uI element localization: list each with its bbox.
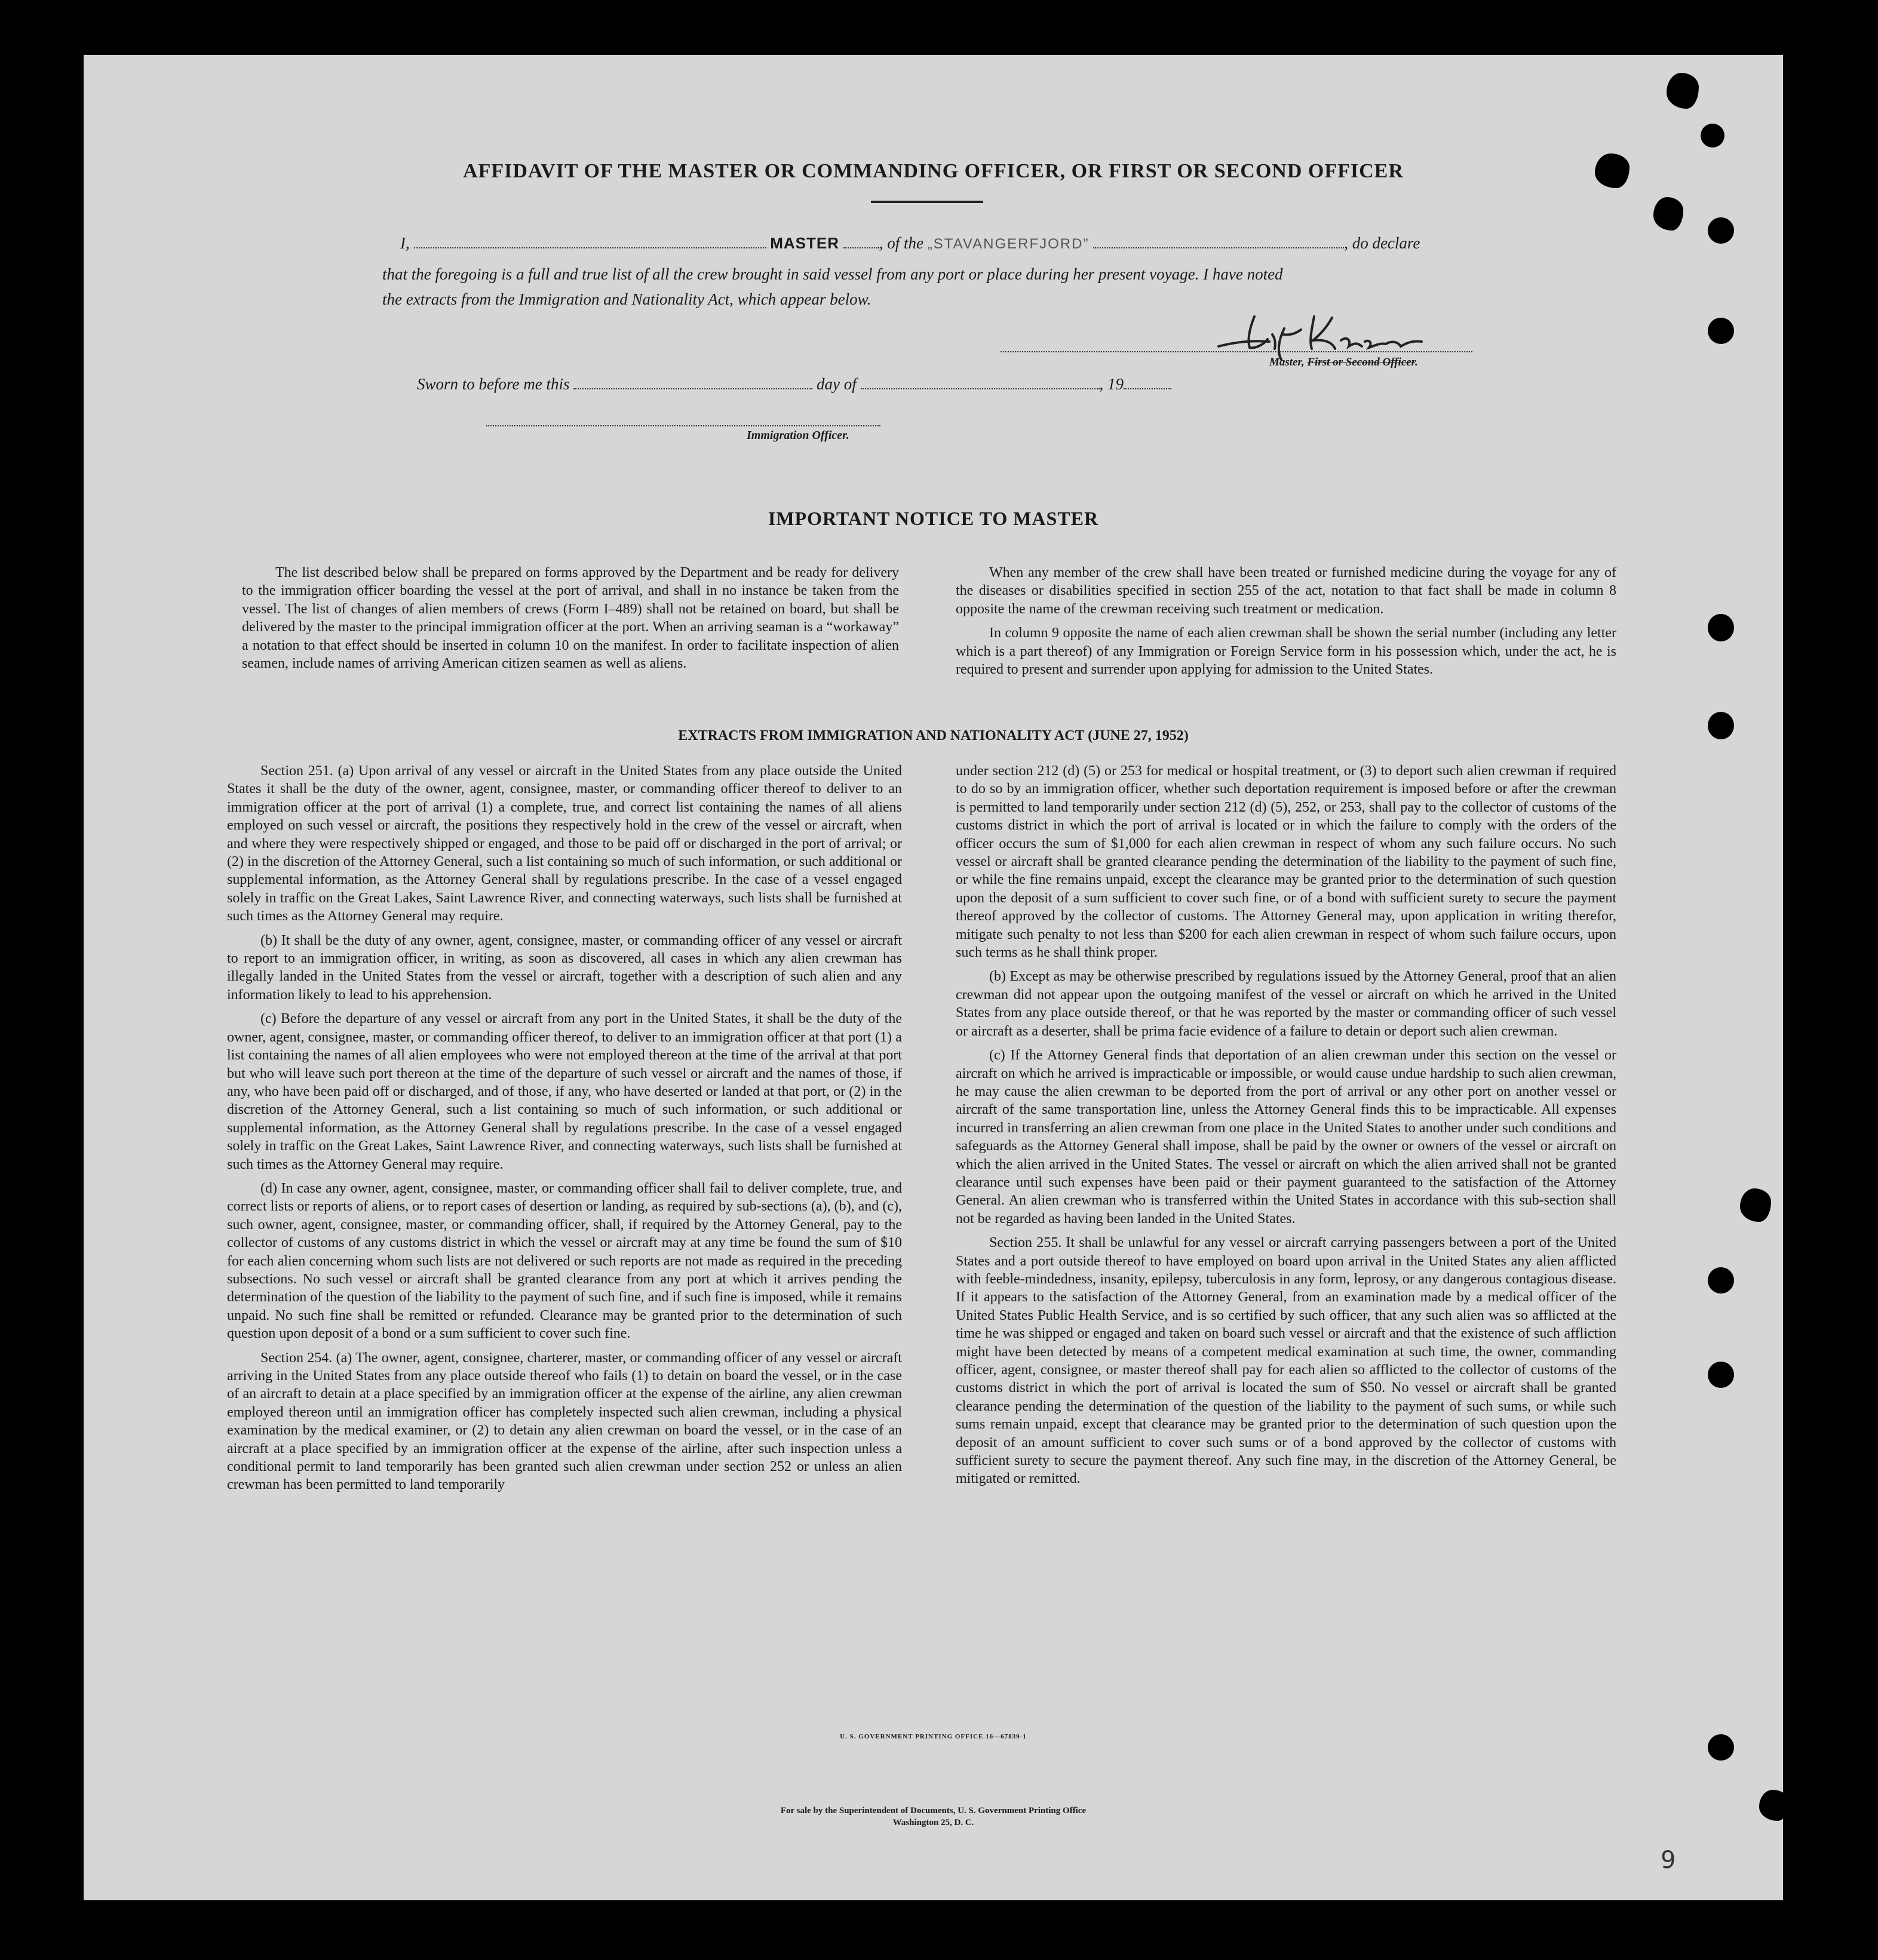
notice-left-column: [242, 564, 899, 678]
signature-scrawl: [1213, 305, 1440, 364]
section-251-c: (c) Before the departure of any vessel or aircraft from any port in the United States, it shall be the duty of the owner, agent, consignee, master, or commanding officer thereof, to deliver to an immigration officer at that port (1) a list containing the names of all alien employees who were not employed thereon at the time of the arrival at that port but who will leave such port thereon at the time of the departure of such vessel or aircraft and the names of those, if any, who have been paid off or discharged, and of those, if any, who have deserted or landed at that port, or (2) in the discretion of the Attorney General, such a list containing so much of such information, or such additional or supplemental information, as the Attorney General shall by regulations prescribe. In the case of a vessel engaged solely in traffic on the Great Lakes, Saint Lawrence River, and connecting waterways, such lists shall be furnished at such times as the Attorney General may require.: [227, 1011, 902, 1172]
punch-hole: [1708, 712, 1734, 739]
sworn-line: [417, 375, 1171, 394]
punch-hole: [1708, 614, 1734, 641]
punch-hole: [1708, 1362, 1734, 1388]
sworn-day-of: day of: [817, 375, 857, 393]
affidavit-title: AFFIDAVIT OF THE MASTER OR COMMANDING OFFICER, OR FIRST OR SECOND OFFICER: [463, 160, 1404, 182]
sale-notice: [84, 1805, 1783, 1829]
officer-caption: Immigration Officer.: [747, 429, 849, 442]
punch-hole: [1708, 318, 1734, 344]
punch-hole: [1708, 1267, 1734, 1294]
declaration-line-1: [400, 234, 1420, 253]
sworn-prefix: Sworn to before me this: [417, 375, 570, 393]
officer-signature-line: [486, 425, 880, 426]
sale-notice-line-2: Washington 25, D. C.: [892, 1818, 974, 1827]
title-rule: [871, 201, 983, 203]
signer-caption-period: .: [1415, 356, 1418, 368]
section-255: Section 255. It shall be unlawful for any vessel or aircraft carrying passengers between a port of the United States and a port outside thereof to have employed on board upon arrival in the United States any alien afflicted with feeble-mindedness, insanity, epilepsy, tuberculosis in any form, leprosy, or any dangerous contagious disease. If it appears to the satisfaction of the Attorney General, from an examination made by a medical officer of the United States Public Health Service, and is so certified by such officer, that any such alien was so afflicted at the time he was shipped or engaged and taken on board such vessel or aircraft and that the existence of such affliction might have been detected by means of a competent medical examination at such time, the owner, commanding officer, agent, consignee, or master thereof shall pay for each alien so afflicted to the collector of customs of the customs district in which the port of arrival is located the sum of $50. No vessel or aircraft shall be granted clearance pending the determination of the question of the liability to the payment of such sums, or while such sums remain unpaid, except that clearance may be granted prior to the determination of such question upon the deposit of an amount sufficient to cover such sums or of a bond approved by the collector of customs with sufficient surety to secure the payment thereof. Any such fine may, in the discretion of the Attorney General, be mitigated or remitted.: [956, 1235, 1616, 1487]
signer-caption: [1269, 356, 1418, 369]
section-254-b: (b) Except as may be otherwise prescribed by regulations issued by the Attorney General, proof that an alien crewman did not appear upon the outgoing manifest of the vessel or aircraft on which he arrived in the United States from any place outside thereof, or that he was reported by the master or commanding officer of such vessel or aircraft as a deserter, shall be prima facie evidence of a failure to detain or deport such alien crewman.: [956, 969, 1616, 1039]
extracts-title: EXTRACTS FROM IMMIGRATION AND NATIONALITY ACT (JUNE 27, 1952): [678, 728, 1189, 744]
declare-text: , do declare: [1344, 234, 1420, 252]
punch-hole: [1653, 197, 1683, 231]
section-254-a: Section 254. (a) The owner, agent, consignee, charterer, master, or commanding officer of any vessel or aircraft arriving in the United States from any place outside thereof who fails (1) to detain on board the vessel, or in the case of an aircraft to detain at a place specified by an immigration officer at the expense of the airline, any alien crewman employed thereon until an immigration officer has completely inspected such alien crewman, including a physical examination by the medical examiner, or (2) to detain any alien crewman on board the vessel, or in the case of an aircraft at a place specified by an immigration officer at the expense of the airline, after such inspection unless a conditional permit to land temporarily has been granted such alien crewman under section 252 or unless an alien crewman has been permitted to land temporarily: [227, 1350, 902, 1493]
notice-left-paragraph: The list described below shall be prepared on forms approved by the Department and be ready for delivery to the immigration officer boarding the vessel at the port of arrival, and shall in no instance be taken from the vessel. The list of changes of alien members of crews (Form I–489) shall not be retained on board, but shall be delivered by the master to the principal immigration officer at the port. When an arriving seaman is a “workaway” a notation to that effect should be inserted in column 10 on the manifest. In order to facilitate inspection of alien seamen, include names of arriving American citizen seamen as well as aliens.: [242, 565, 899, 672]
section-254-c: (c) If the Attorney General finds that deportation of an alien crewman under this section on the vessel or aircraft on which he arrived is impracticable or impossible, or would cause undue hardship to such alien crewman, he may cause the alien crewman to be deported from the port of arrival or any other port on another vessel or aircraft of the same transportation line, unless the Attorney General finds this to be impracticable. All expenses incurred in transferring an alien crewman from one place in the United States to another under such conditions and safeguards as the Attorney General shall impose, shall be paid by the owner or owners of the vessel or aircraft on which the alien arrived in the United States. The vessel or aircraft on which the alien arrived shall not be granted clearance until such expenses have been paid or their payment guaranteed to the satisfaction of the Attorney General. An alien crewman who is transferred within the United States in accordance with this sub-section shall not be regarded as having been landed in the United States.: [956, 1047, 1616, 1227]
punch-hole: [1740, 1188, 1771, 1222]
declaration-line-3: the extracts from the Immigration and Nationality Act, which appear below.: [382, 290, 872, 308]
extracts-right-column: [956, 762, 1616, 1494]
notice-right-column: [956, 564, 1616, 684]
section-254-a-continued: under section 212 (d) (5) or 253 for medical or hospital treatment, or (3) to deport such alien crewman if required to do so by an immigration officer, whether such deportation requirement is imposed before or after the crewman is permitted to land temporarily under section 212 (d) (5), 252, or 253, shall pay to the collector of customs of the customs district in which the port of arrival is located or in which the failure to comply with the orders of the officer occurs the sum of $1,000 for each alien crewman in respect of whom any such failure occurs. No such vessel or aircraft shall be granted clearance pending the determination of the liability to the payment of such fine, or while the fine remains unpaid, except the clearance may be granted prior to the determination of such question upon the deposit of a sum sufficient to cover such fine, or of a bond with sufficient surety to secure the payment thereof approved by the collector of customs. The Attorney General may, upon application in writing therefor, mitigate such penalty to not less than $200 for each alien crewman in respect of whom such failure occurs, upon such terms as he shall think proper.: [956, 763, 1616, 961]
declaration-prefix: I,: [400, 234, 410, 252]
printing-office-imprint: U. S. GOVERNMENT PRINTING OFFICE 16—67839-1: [840, 1733, 1027, 1740]
sale-notice-line-1: For sale by the Superintendent of Documents, U. S. Government Printing Office: [780, 1806, 1087, 1815]
punch-hole: [1595, 153, 1630, 188]
master-stamp: MASTER: [770, 234, 840, 252]
margin-mark: 9: [1661, 1847, 1676, 1874]
extracts-left-column: [227, 762, 902, 1500]
document-page: [84, 55, 1783, 1900]
section-251-a: Section 251. (a) Upon arrival of any vessel or aircraft in the United States from any place outside the United States it shall be the duty of the owner, agent, consignee, master, or commanding officer thereof to deliver to an immigration officer at the port of arrival (1) a complete, true, and correct list containing the names of all aliens employed on such vessel or aircraft, the positions they respectively hold in the crew of the vessel or aircraft, when and where they were respectively shipped or engaged, and those to be paid off or discharged in the port of arrival; or (2) in the discretion of the Attorney General, such a list containing so much of such information, or such additional or supplemental information, as the Attorney General shall by regulations prescribe. In the case of a vessel engaged solely in traffic on the Great Lakes, Saint Lawrence River, and connecting waterways, such lists shall be furnished at such times as the Attorney General may require.: [227, 763, 902, 924]
punch-hole: [1667, 73, 1699, 109]
notice-title: IMPORTANT NOTICE TO MASTER: [768, 508, 1099, 529]
punch-hole: [1708, 217, 1734, 244]
punch-hole: [1701, 124, 1724, 148]
notice-right-paragraph-2: In column 9 opposite the name of each alien crewman shall be shown the serial number (including any letter which is a part thereof) of any Immigration or Foreign Service form in his possession which, under the act, he is required to present and surrender upon applying for admission to the United States.: [956, 625, 1616, 678]
section-251-d: (d) In case any owner, agent, consignee, master, or commanding officer shall fail to deliver complete, true, and correct lists or reports of aliens, or to report cases of desertion or landing, as required by sub-sections (a), (b), and (c), such owner, agent, consignee, master, or commanding officer, shall, if required by the Attorney General, pay to the collector of customs of any customs district in which the vessel or aircraft may at any time be found the sum of $10 for each alien concerning whom such lists are not delivered or such reports are not made as required in the preceding subsections. No such vessel or aircraft shall be granted clearance from any port at which it arrives pending the determination of the question of the liability to the payment of such fine, and if such fine is imposed, while it remains unpaid. No such fine shall be remitted or refunded. Clearance may be granted prior to the determination of such question upon deposit of a bond or a sum sufficient to cover such fine.: [227, 1180, 902, 1342]
punch-hole: [1708, 1734, 1734, 1761]
notice-right-paragraph-1: When any member of the crew shall have been treated or furnished medicine during the voyage for any of the diseases or disabilities specified in section 255 of the act, notation to that fact shall be made in column 8 opposite the name of the crewman receiving such treatment or medication.: [956, 565, 1616, 617]
declaration-line-2: that the foregoing is a full and true list of all the crew brought in said vessel from any port or place during her present voyage. I have noted: [382, 265, 1283, 283]
section-251-b: (b) It shall be the duty of any owner, agent, consignee, master, or commanding officer of any vessel or aircraft to report to an immigration officer, in writing, as soon as discovered, all cases in which any alien crewman has illegally landed in the United States from the vessel or aircraft, together with a description of such alien and any information likely to lead to his apprehension.: [227, 932, 902, 1003]
signer-caption-struck: First or Second Officer: [1307, 356, 1416, 368]
vessel-name-stamp: „STAVANGERFJORD”: [927, 236, 1090, 252]
signer-caption-master: Master,: [1269, 356, 1305, 368]
of-the-text: , of the: [879, 234, 924, 252]
sworn-year: , 19: [1099, 375, 1124, 393]
